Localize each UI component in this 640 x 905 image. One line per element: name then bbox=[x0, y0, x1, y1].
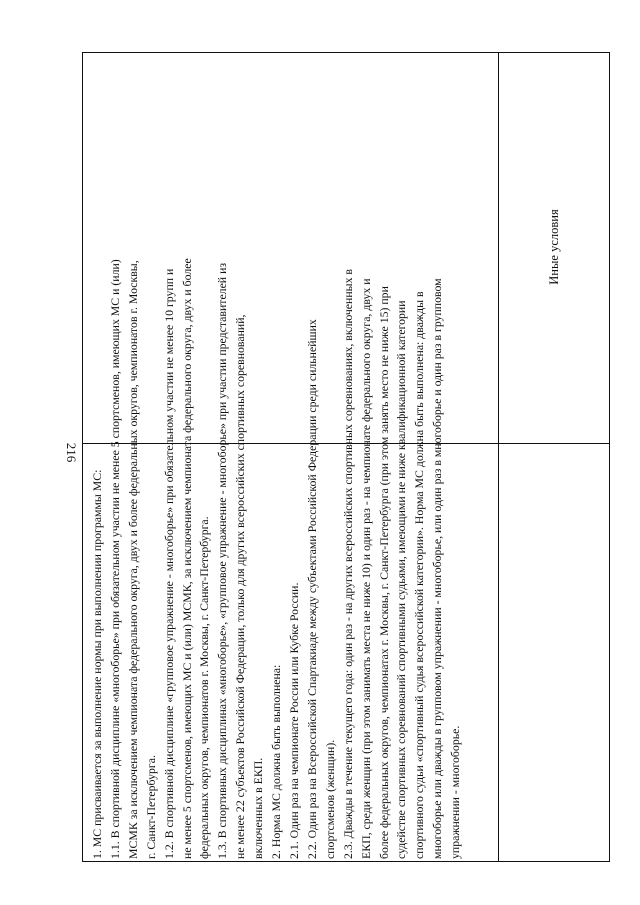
condition-line: не менее 22 субъектов Российской Федерации, только для других всероссийских спортивных соревнований, bbox=[233, 314, 248, 859]
condition-line: ЕКП, среди женщин (при этом занимать места не ниже 10) и один раз - на чемпионате федерального округа, двух и bbox=[358, 278, 373, 859]
condition-line: 2. Норма МС должна быть выполнена: bbox=[269, 664, 284, 859]
condition-line: 2.3. Дважды в течение текущего года: один раз - на других всероссийских спортивных соревнованиях, включенных в bbox=[340, 269, 355, 859]
condition-line: спортсменов (женщин). bbox=[322, 739, 337, 859]
condition-line: 1. МС присваивается за выполнение нормы при выполнении программы МС: bbox=[90, 469, 104, 859]
conditions-table bbox=[82, 52, 610, 862]
condition-line: г. Санкт-Петербурга. bbox=[143, 755, 158, 859]
condition-line: более федеральных округов, чемпионатах г. Москвы, г. Санкт-Петербурга (при этом занять место не ниже 15) при bbox=[376, 286, 391, 859]
content-cell bbox=[83, 53, 497, 861]
condition-line: не менее 5 спортсменов, имеющих МС и (или) МСМК, за исключением чемпионата федерального округа, двух и более bbox=[179, 258, 194, 859]
condition-line: спортивного судьи «спортивный судья всероссийской категории». Норма МС должна быть выполнена: дважды в bbox=[412, 291, 427, 859]
condition-line: 1.3. В спортивных дисциплинах «многоборье», «групповое упражнение - многоборье» при участии представителей из bbox=[215, 262, 230, 859]
condition-line: 2.1. Один раз на чемпионате России или Кубке России. bbox=[286, 582, 301, 859]
condition-line: 1.2. В спортивной дисциплине «групповое упражнение - многоборье» при обязательном участии не менее 10 групп и bbox=[161, 268, 176, 859]
row-label-cell bbox=[499, 53, 609, 441]
condition-line: упражнении - многоборье. bbox=[448, 725, 463, 859]
condition-line: федеральных округов, чемпионатов г. Москвы, г. Санкт-Петербурга. bbox=[197, 516, 212, 859]
condition-line: 2.2. Один раз на Всероссийской Спартакиаде между субъектами Российской Федерации среди сильнейших bbox=[304, 319, 319, 859]
condition-line: МСМК за исключением чемпионата федерального округа, двух и более федеральных округов, чемпионатов г. Москвы, bbox=[125, 260, 140, 859]
conditions-text bbox=[83, 53, 497, 863]
row-label: Иные условия bbox=[547, 209, 561, 285]
page-number: 216 bbox=[64, 442, 79, 463]
condition-line: многоборье или дважды в групповом упражнении - многоборье, или один раз в многоборье и один раз в групповом bbox=[430, 278, 445, 859]
condition-line: судействе спортивных соревнований спортивными судьями, имеющими не ниже квалификационной категории bbox=[394, 300, 409, 859]
condition-line: 1.1. В спортивной дисциплине «многоборье» при обязательном участии не менее 5 спортсменов, имеющих МС и (или) bbox=[107, 259, 122, 859]
condition-line: включенных в ЕКП. bbox=[251, 757, 266, 859]
